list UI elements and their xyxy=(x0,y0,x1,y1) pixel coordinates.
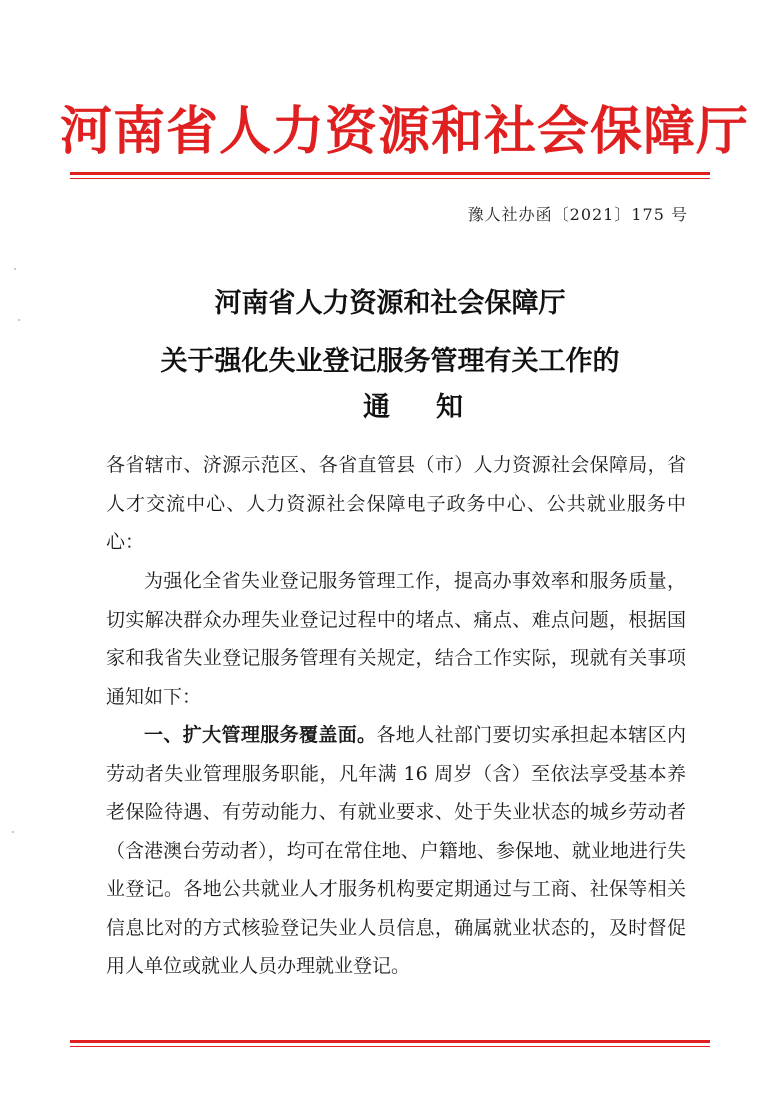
addressee-text: 各省辖市、济源示范区、各省直管县（市）人力资源社会保障局，省人才交流中心、人力资源社会保障电子政务中心、公共就业服务中心： xyxy=(106,454,686,553)
scan-speck xyxy=(18,319,20,321)
intro-text: 为强化全省失业登记服务管理工作，提高办事效率和服务质量，切实解决群众办理失业登记过程中的堵点、痛点、难点问题，根据国家和我省失业登记服务管理有关规定，结合工作实际，现就有关事项通知如下： xyxy=(106,570,686,708)
scan-speck xyxy=(14,268,16,270)
masthead-org-name: 河南省人力资源和社会保障厅 xyxy=(60,101,750,162)
intro-paragraph xyxy=(106,562,686,716)
masthead-red-rule xyxy=(70,172,710,179)
addressee-paragraph xyxy=(106,446,686,562)
document-number: 豫人社办函〔2021〕175 号 xyxy=(467,205,688,224)
title-line-2: 关于强化失业登记服务管理有关工作的 xyxy=(160,346,620,377)
section-1-text xyxy=(106,716,686,986)
section-1-heading: 一、扩大管理服务覆盖面。 xyxy=(144,724,377,746)
title-line-1: 河南省人力资源和社会保障厅 xyxy=(214,288,566,319)
section-1-paragraph xyxy=(106,716,686,986)
footer-red-rule xyxy=(70,1040,710,1047)
title-line-3: 通知 xyxy=(363,392,509,423)
scan-speck xyxy=(12,831,14,833)
section-1-body: 各地人社部门要切实承担起本辖区内劳动者失业管理服务职能，凡年满 16 周岁（含）至依法享受基本养老保险待遇、有劳动能力、有就业要求、处于失业状态的城乡劳动者（含港澳台劳动者），均可在常住地、户籍地、参保地、就业地进行失业登记。各地公共就业人才服务机构要定期通过与工商、社保等相关信息比对的方式核验登记失业人员信息，确属就业状态的，及时督促用人单位或就业人员办理就业登记。 xyxy=(106,724,686,977)
